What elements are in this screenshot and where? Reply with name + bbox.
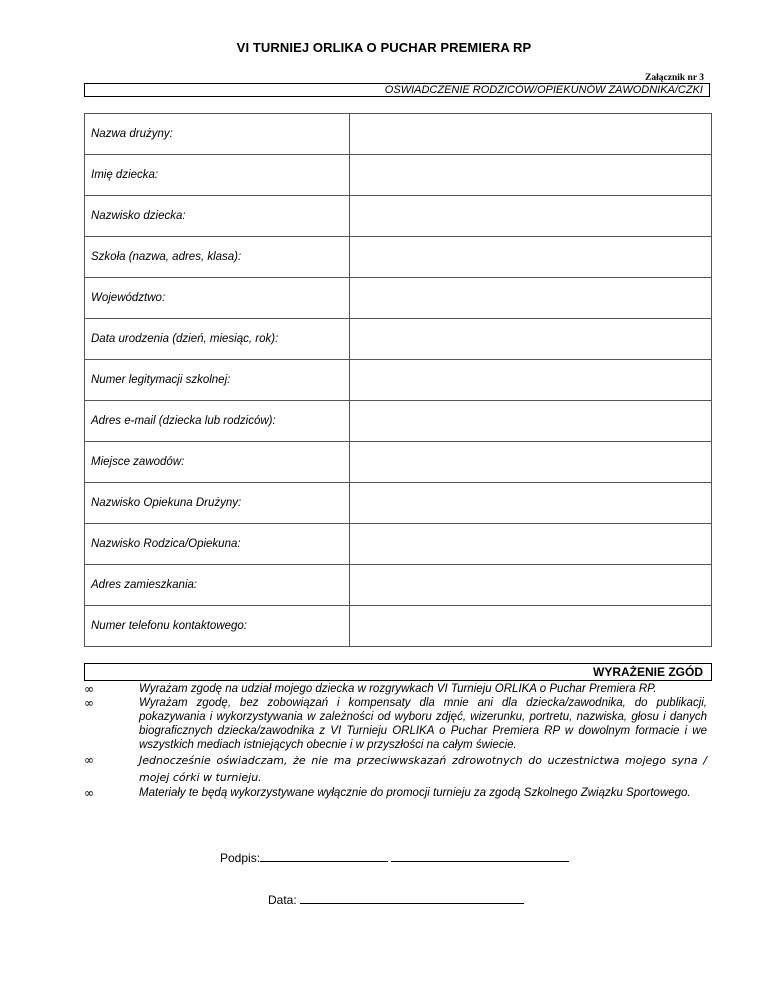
signature-label: Podpis: (220, 851, 261, 865)
consent-heading: WYRAŻENIE ZGÓD (593, 665, 703, 679)
consent-heading-box (84, 663, 712, 681)
form-field-value[interactable] (350, 606, 712, 647)
date-line[interactable] (300, 891, 524, 904)
form-field-value[interactable] (350, 442, 712, 483)
form-field-value[interactable] (350, 524, 712, 565)
form-field-value[interactable] (350, 483, 712, 524)
consent-item (84, 682, 707, 696)
form-row (85, 155, 712, 196)
date-row (268, 891, 524, 907)
form-row (85, 319, 712, 360)
form-row (85, 565, 712, 606)
form-field-label: Nazwisko Opiekuna Drużyny: (85, 483, 350, 524)
infinity-bullet-icon: ∞ (84, 753, 94, 767)
infinity-bullet-icon: ∞ (84, 682, 94, 696)
form-row (85, 237, 712, 278)
form-field-label: Województwo: (85, 278, 350, 319)
date-label: Data: (268, 893, 297, 907)
form-field-label: Adres zamieszkania: (85, 565, 350, 606)
form-field-value[interactable] (350, 196, 712, 237)
form-field-label: Imię dziecka: (85, 155, 350, 196)
form-field-label: Numer legitymacji szkolnej: (85, 360, 350, 401)
consent-item (84, 696, 707, 752)
consent-item (84, 752, 707, 786)
statement-heading: OŚWIADCZENIE RODZICÓW/OPIEKUNÓW ZAWODNIKA/CZKI (84, 83, 710, 97)
signature-line[interactable] (260, 849, 388, 862)
form-field-value[interactable] (350, 319, 712, 360)
document-title: VI TURNIEJ ORLIKA O PUCHAR PREMIERA RP (236, 40, 532, 55)
form-row (85, 360, 712, 401)
participant-form-table (84, 113, 712, 647)
form-row (85, 196, 712, 237)
infinity-bullet-icon: ∞ (84, 696, 94, 710)
form-field-label: Data urodzenia (dzień, miesiąc, rok): (85, 319, 350, 360)
form-row (85, 114, 712, 155)
consent-text: Materiały te będą wykorzystywane wyłącznie do promocji turnieju za zgodą Szkolnego Związku Sportowego. (139, 787, 691, 799)
consent-text: Wyrażam zgodę na udział mojego dziecka w rozgrywkach VI Turnieju ORLIKA o Puchar Premiera RP. (139, 683, 657, 695)
form-field-value[interactable] (350, 278, 712, 319)
form-field-label: Szkoła (nazwa, adres, klasa): (85, 237, 350, 278)
infinity-bullet-icon: ∞ (84, 786, 94, 800)
form-row (85, 278, 712, 319)
form-field-label: Nazwisko dziecka: (85, 196, 350, 237)
form-field-label: Nazwisko Rodzica/Opiekuna: (85, 524, 350, 565)
consent-item (84, 786, 707, 800)
form-field-value[interactable] (350, 360, 712, 401)
form-row (85, 483, 712, 524)
form-field-value[interactable] (350, 237, 712, 278)
form-field-label: Miejsce zawodów: (85, 442, 350, 483)
form-row (85, 442, 712, 483)
form-row (85, 524, 712, 565)
form-field-label: Numer telefonu kontaktowego: (85, 606, 350, 647)
form-field-value[interactable] (350, 114, 712, 155)
signature-row (220, 849, 569, 865)
form-field-value[interactable] (350, 155, 712, 196)
signature-line-second[interactable] (391, 849, 569, 862)
form-field-label: Adres e-mail (dziecka lub rodziców): (85, 401, 350, 442)
consent-list (84, 682, 707, 800)
attachment-number: Załącznik nr 3 (645, 73, 704, 83)
form-field-value[interactable] (350, 401, 712, 442)
form-field-value[interactable] (350, 565, 712, 606)
form-field-label: Nazwa drużyny: (85, 114, 350, 155)
form-row (85, 606, 712, 647)
form-row (85, 401, 712, 442)
consent-text: Wyrażam zgodę, bez zobowiązań i kompensaty dla mnie ani dla dziecka/zawodnika, do publikacji, pokazywania i wykorzystywania w zależności od wyboru zdjęć, wizerunku, portretu, nazwiska, głosu i danych biograficznych dziecka/zawodnika z VI Turnieju ORLIKA o Puchar Premiera RP w dowolnym formacie i we wszystkich mediach istniejących obecnie i w przyszłości na całym świecie. (139, 697, 707, 751)
consent-text: Jednocześnie oświadczam, że nie ma przeciwwskazań zdrowotnych do uczestnictwa mojego syna / mojej córki w turnieju. (139, 754, 707, 784)
